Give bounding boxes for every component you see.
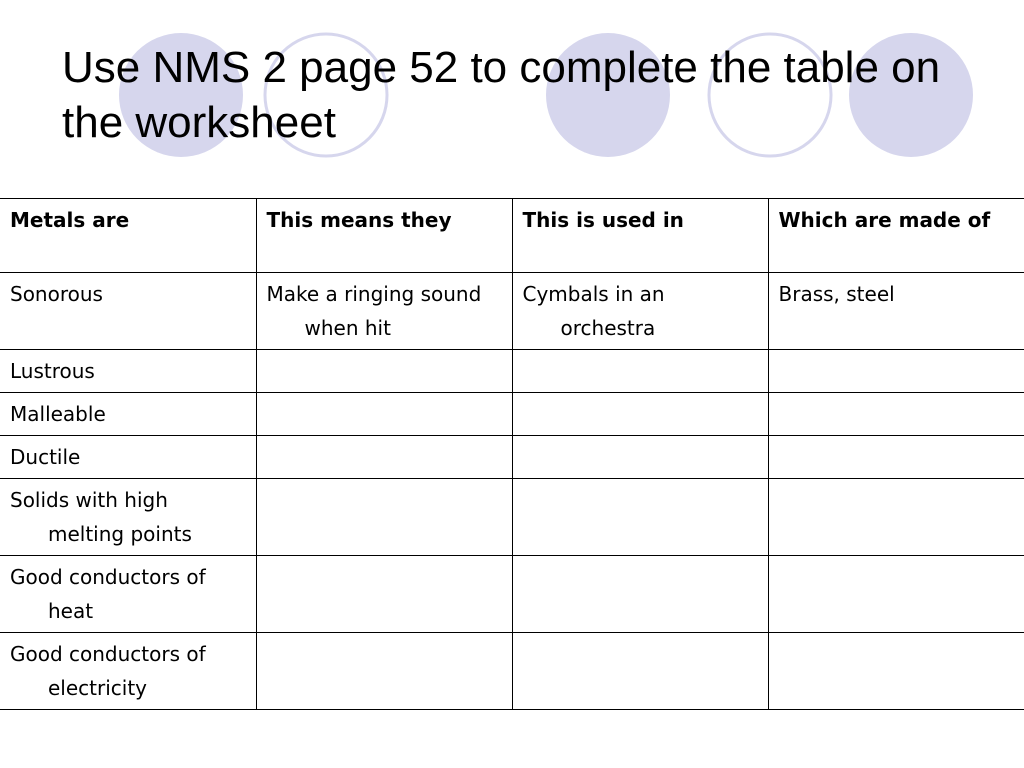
table-cell-blank[interactable] bbox=[512, 350, 768, 393]
table-cell-blank[interactable] bbox=[768, 350, 1024, 393]
table-cell-blank[interactable] bbox=[256, 633, 512, 710]
table-cell: Brass, steel bbox=[768, 273, 1024, 350]
table-cell-blank[interactable] bbox=[256, 479, 512, 556]
header-this-is-used-in: This is used in bbox=[512, 199, 768, 273]
table-cell-blank[interactable] bbox=[512, 393, 768, 436]
table-cell-blank[interactable] bbox=[512, 479, 768, 556]
table-row-ductile bbox=[0, 436, 1024, 479]
table-cell-blank[interactable] bbox=[768, 479, 1024, 556]
table-row-malleable bbox=[0, 393, 1024, 436]
table-cell: Solids with high melting points bbox=[0, 479, 256, 556]
table-row-conductors-heat bbox=[0, 556, 1024, 633]
table-cell: Good conductors of heat bbox=[0, 556, 256, 633]
table-row-solids-high-melting bbox=[0, 479, 1024, 556]
table-cell-blank[interactable] bbox=[256, 350, 512, 393]
header-this-means-they: This means they bbox=[256, 199, 512, 273]
table-cell-blank[interactable] bbox=[256, 556, 512, 633]
table-cell: Ductile bbox=[0, 436, 256, 479]
table-cell-blank[interactable] bbox=[256, 393, 512, 436]
table-cell-blank[interactable] bbox=[768, 556, 1024, 633]
table-row-sonorous bbox=[0, 273, 1024, 350]
table-cell-blank[interactable] bbox=[512, 436, 768, 479]
table-cell-blank[interactable] bbox=[512, 556, 768, 633]
table-cell-blank[interactable] bbox=[768, 633, 1024, 710]
table-header-row bbox=[0, 199, 1024, 273]
table-cell: Good conductors of electricity bbox=[0, 633, 256, 710]
table-cell-blank[interactable] bbox=[768, 393, 1024, 436]
table-cell: Cymbals in an orchestra bbox=[512, 273, 768, 350]
header-metals-are: Metals are bbox=[0, 199, 256, 273]
slide-title: Use NMS 2 page 52 to complete the table on the worksheet bbox=[62, 43, 941, 147]
worksheet-table bbox=[0, 198, 1024, 710]
table-cell: Sonorous bbox=[0, 273, 256, 350]
table-cell-blank[interactable] bbox=[768, 436, 1024, 479]
table-cell: Lustrous bbox=[0, 350, 256, 393]
table-cell-blank[interactable] bbox=[512, 633, 768, 710]
table-row-lustrous bbox=[0, 350, 1024, 393]
table-cell-blank[interactable] bbox=[256, 436, 512, 479]
header-which-are-made-of: Which are made of bbox=[768, 199, 1024, 273]
table-cell: Make a ringing sound when hit bbox=[256, 273, 512, 350]
table-cell: Malleable bbox=[0, 393, 256, 436]
table-row-conductors-electricity bbox=[0, 633, 1024, 710]
